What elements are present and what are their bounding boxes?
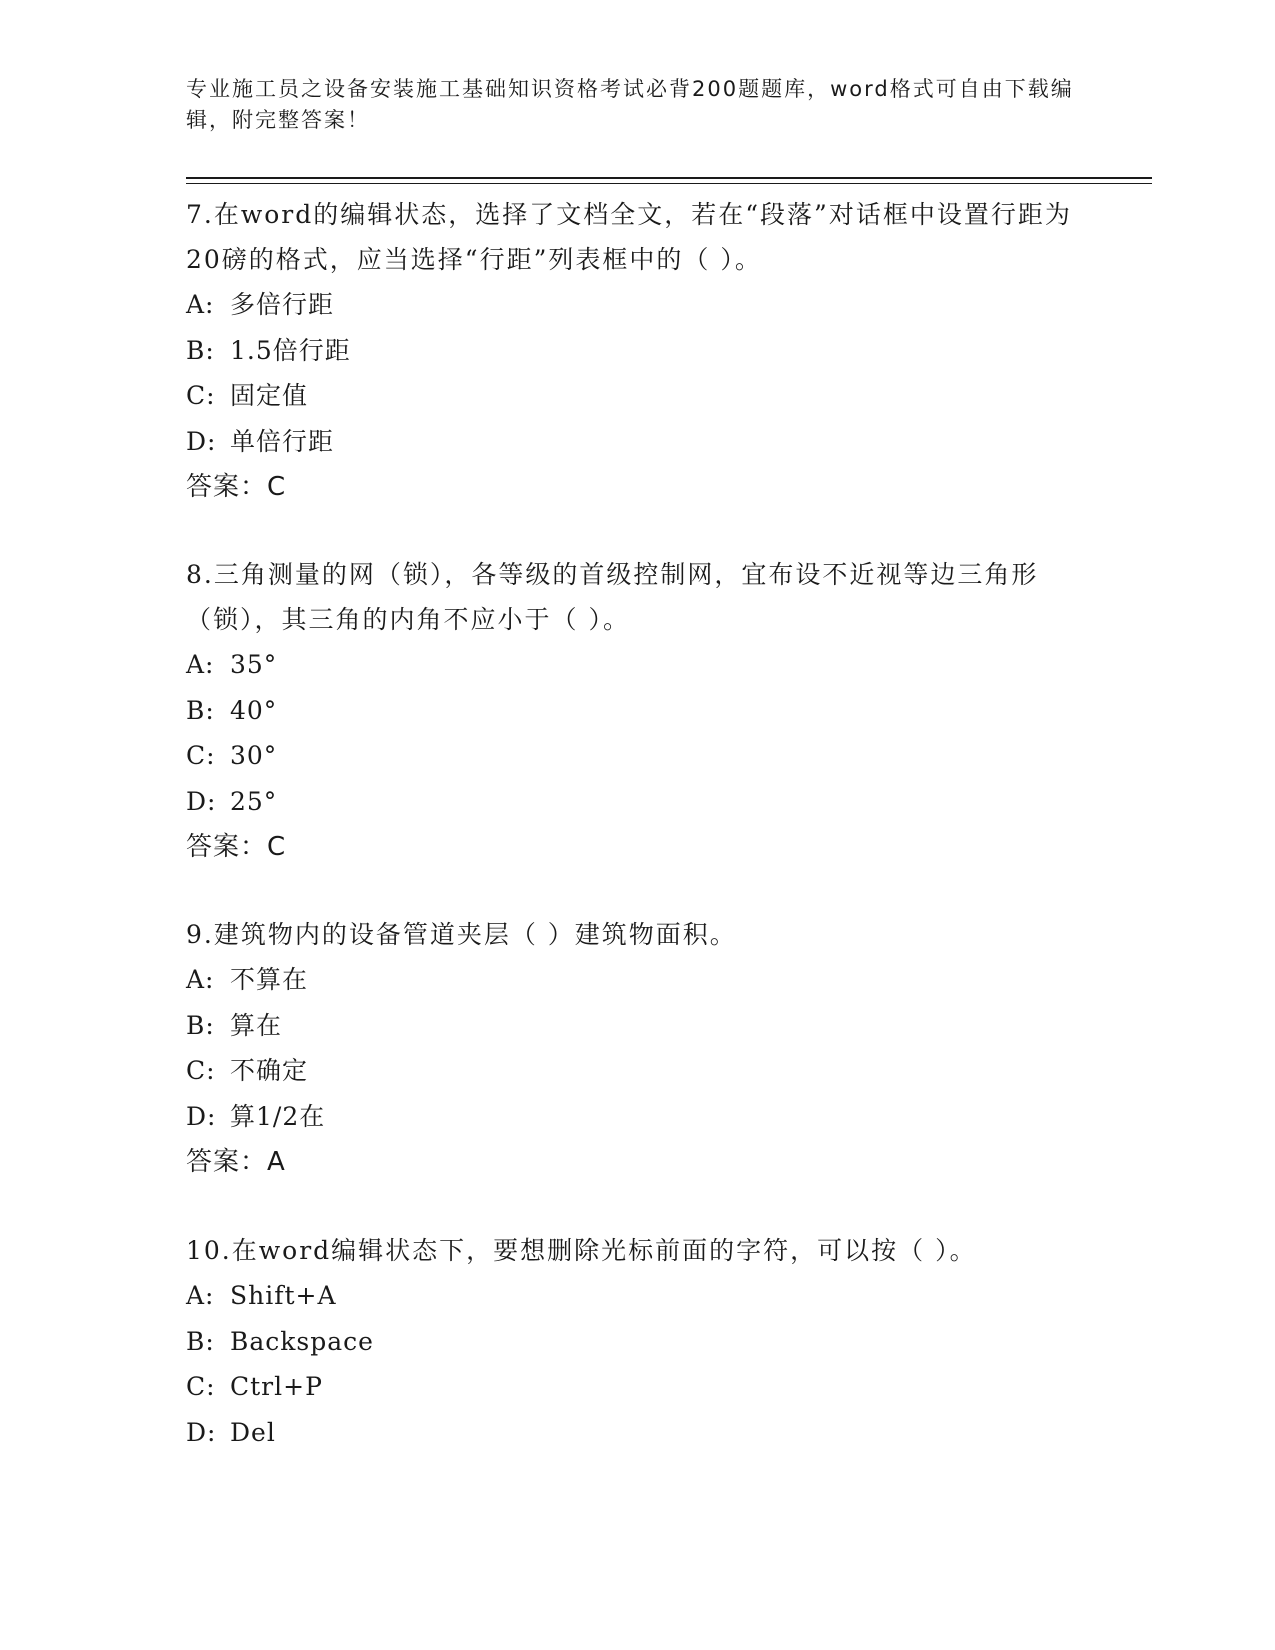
question-8 (186, 552, 1086, 870)
option-label: A: (186, 290, 215, 319)
option-label: A: (186, 650, 215, 679)
answer-text: 答案：C (186, 832, 287, 862)
option-label: A: (186, 965, 215, 994)
option-b (186, 328, 1086, 374)
option-label: C: (186, 1372, 216, 1401)
option-text: 1.5倍行距 (230, 335, 351, 365)
option-label: C: (186, 741, 216, 770)
option-text: 不确定 (230, 1056, 309, 1085)
document-title: 专业施工员之设备安装施工基础知识资格考试必背200题题库，word格式可自由下载编辑，附完整答案！ (186, 77, 1074, 132)
option-b (186, 1003, 1086, 1049)
option-text: 算在 (230, 1010, 283, 1040)
option-a (186, 957, 1086, 1003)
option-text: 不算在 (230, 965, 309, 994)
option-text: Shift+A (230, 1281, 337, 1310)
option-label: B: (186, 695, 215, 725)
option-d (186, 1410, 1086, 1456)
answer-text: 答案：A (186, 1147, 286, 1177)
header-divider (186, 177, 1152, 179)
option-c (186, 733, 1086, 779)
option-text: 25° (230, 786, 278, 816)
option-label: B: (186, 1010, 215, 1040)
option-label: D: (186, 1101, 217, 1131)
question-stem: 7.在word的编辑状态，选择了文档全文，若在“段落”对话框中设置行距为20磅的格式，应当选择“行距”列表框中的（ ）。 (186, 200, 1072, 274)
option-d (186, 1094, 1086, 1140)
option-label: C: (186, 1056, 216, 1085)
option-label: D: (186, 426, 217, 456)
option-c (186, 373, 1086, 419)
question-7 (186, 192, 1086, 510)
option-label: C: (186, 381, 216, 410)
option-text: 单倍行距 (230, 426, 335, 456)
option-text: Del (230, 1417, 276, 1447)
option-text: 固定值 (230, 381, 309, 410)
option-c (186, 1364, 1086, 1410)
option-text: 35° (230, 650, 278, 679)
question-stem: 9.建筑物内的设备管道夹层（ ）建筑物面积。 (186, 920, 737, 949)
option-text: 30° (230, 741, 278, 770)
answer-text: 答案：C (186, 472, 287, 502)
option-text: 多倍行距 (230, 290, 335, 319)
header-divider-thin (186, 183, 1152, 184)
option-label: B: (186, 1326, 215, 1356)
option-text: Ctrl+P (230, 1372, 323, 1401)
option-text: Backspace (230, 1326, 374, 1356)
option-a (186, 1273, 1086, 1319)
question-9 (186, 912, 1086, 1185)
option-c (186, 1048, 1086, 1094)
option-d (186, 779, 1086, 825)
option-b (186, 1319, 1086, 1365)
option-text: 40° (230, 695, 278, 725)
option-a (186, 282, 1086, 328)
option-d (186, 419, 1086, 465)
question-stem: 10.在word编辑状态下，要想删除光标前面的字符，可以按（ ）。 (186, 1236, 977, 1265)
option-a (186, 642, 1086, 688)
question-stem: 8.三角测量的网（锁），各等级的首级控制网，宜布设不近视等边三角形（锁），其三角的内角不应小于（ ）。 (186, 560, 1039, 634)
option-label: A: (186, 1281, 215, 1310)
option-label: D: (186, 1417, 217, 1447)
question-10 (186, 1228, 1086, 1455)
option-label: B: (186, 335, 215, 365)
option-label: D: (186, 786, 217, 816)
option-text: 算1/2在 (230, 1101, 326, 1131)
option-b (186, 688, 1086, 734)
